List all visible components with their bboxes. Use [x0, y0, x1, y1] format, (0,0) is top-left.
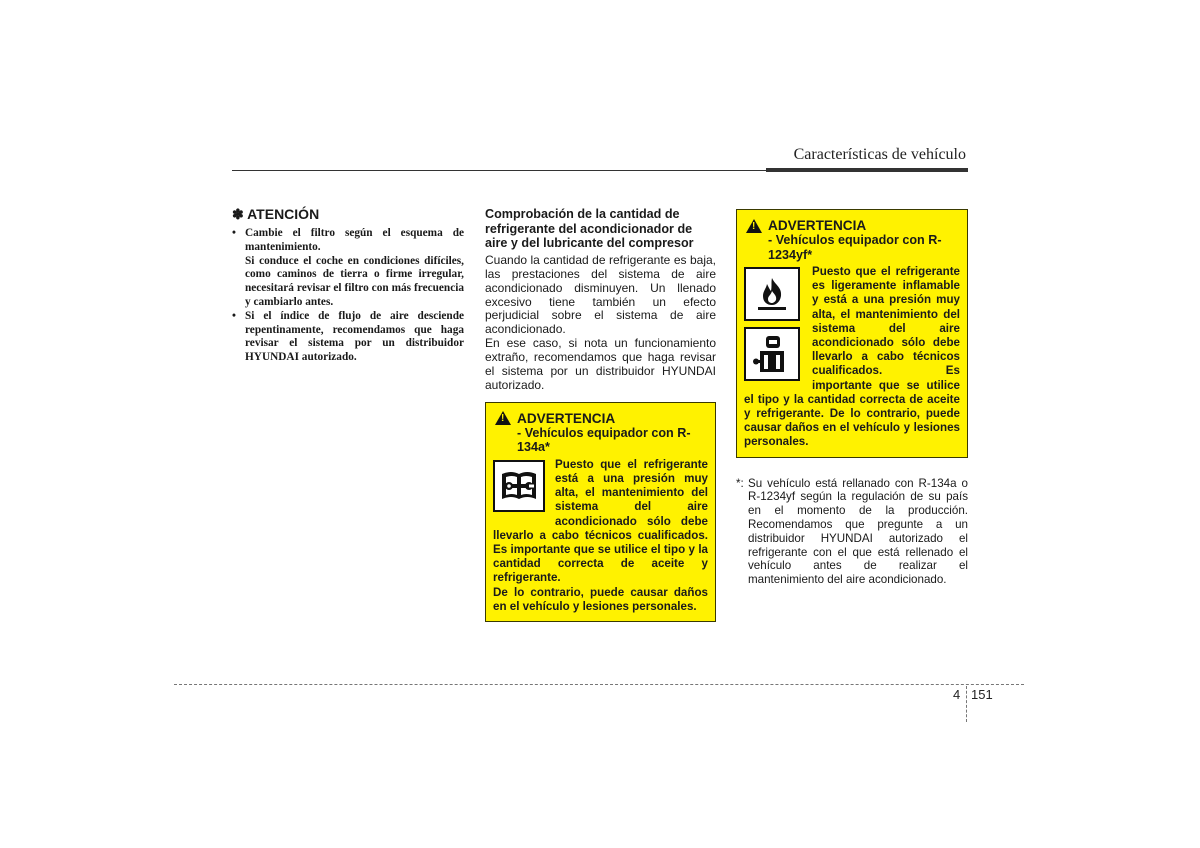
attention-item [232, 227, 464, 310]
page-header-title: Características de vehículo [793, 146, 966, 163]
warning-title [744, 218, 960, 233]
warning-triangle-icon [495, 411, 511, 425]
attention-list [232, 227, 464, 365]
refrigerant-check-section [485, 207, 716, 622]
attention-item [232, 310, 464, 365]
attention-symbol-icon: ✽ [232, 206, 244, 222]
technician-icon [744, 327, 800, 381]
warning-subtitle: - Vehículos equipador con R-1234yf* [768, 233, 942, 262]
chapter-number: 4 [953, 687, 961, 702]
service-manual-icon [493, 460, 545, 512]
footnote-text: Su vehículo está rellanado con R-134a o R-1234yf según la regulación de su país en el momento de la producción. Recomendamos que pregunte a un distribuidor HYUNDAI autorizado el refrigerante con el que está rellenado el vehículo antes de realizar el mantenimiento del aire acondicionado. [748, 476, 968, 587]
refrigerant-check-paragraph: En ese caso, si nota un funcionamiento extraño, recomendamos que haga revisar el sistema por un distribuidor HYUNDAI autorizado. [485, 336, 716, 392]
attention-item-main: • Cambie el filtro según el esquema de mantenimiento. [245, 227, 464, 253]
header-rule-accent [766, 168, 968, 172]
footer-divider [966, 686, 967, 722]
warning-body [744, 265, 960, 450]
footnote-mark: *: [736, 476, 744, 490]
warning-box-r1234yf [736, 209, 968, 458]
attention-section [232, 206, 464, 365]
refrigerant-check-heading: Comprobación de la cantidad de refrigerante del acondicionador de aire y del lubricante del compresor [485, 207, 694, 251]
r1234yf-section [736, 209, 968, 587]
footnote [736, 477, 968, 587]
attention-item-main: • Si el índice de flujo de aire desciende repentinamente, recomendamos que haga revisar el sistema por un distribuidor HYUNDAI autorizado. [245, 309, 464, 364]
warning-text: Puesto que el refrigerante está a una presión muy alta, el mantenimiento del sistema del aire acondicionado sólo debe llevarlo a cabo técnicos cualificados. Es importante que se utilice el tipo y la cantidad correcta de aceite y refrigerante. [493, 457, 708, 585]
refrigerant-check-paragraph: Cuando la cantidad de refrigerante es baja, las prestaciones del sistema de aire acondicionado disminuyen. Un llenado excesivo tiene también un efecto perjudicial sobre el sistema de aire acondicionado. [485, 252, 716, 337]
warning-subtitle: - Vehículos equipador con R-134a* [517, 425, 691, 455]
warning-text: De lo contrario, puede causar daños en el vehículo y lesiones personales. [493, 585, 708, 613]
warning-icons [744, 267, 802, 387]
warning-body [493, 458, 708, 614]
warning-title-text: ADVERTENCIA [768, 218, 867, 233]
page-number: 151 [971, 687, 993, 702]
flammable-icon [744, 267, 800, 321]
attention-item-extra: Si conduce el coche en condiciones difíciles, como caminos de tierra o firme irregular, necesitará revisar el filtro con más frecuencia y cambiarlo antes. [245, 254, 464, 308]
attention-title: ATENCIÓN [247, 206, 320, 222]
warning-title [493, 411, 708, 426]
warning-title-text: ADVERTENCIA [517, 410, 616, 426]
attention-heading [232, 206, 464, 223]
warning-triangle-icon [746, 219, 762, 233]
warning-text: Puesto que el refrigerante es ligeramente inflamable y está a una presión muy alta, el mantenimiento del sistema del aire acondicionado sólo debe llevarlo a cabo técnicos cualificados. Es importante que se utilice el tipo y la cantidad correcta de aceite y refrigerante. De lo contrario, puede causar daños en el vehículo y lesiones personales. [744, 265, 960, 449]
warning-box-r134a [485, 402, 716, 622]
footer-rule [174, 684, 1024, 685]
